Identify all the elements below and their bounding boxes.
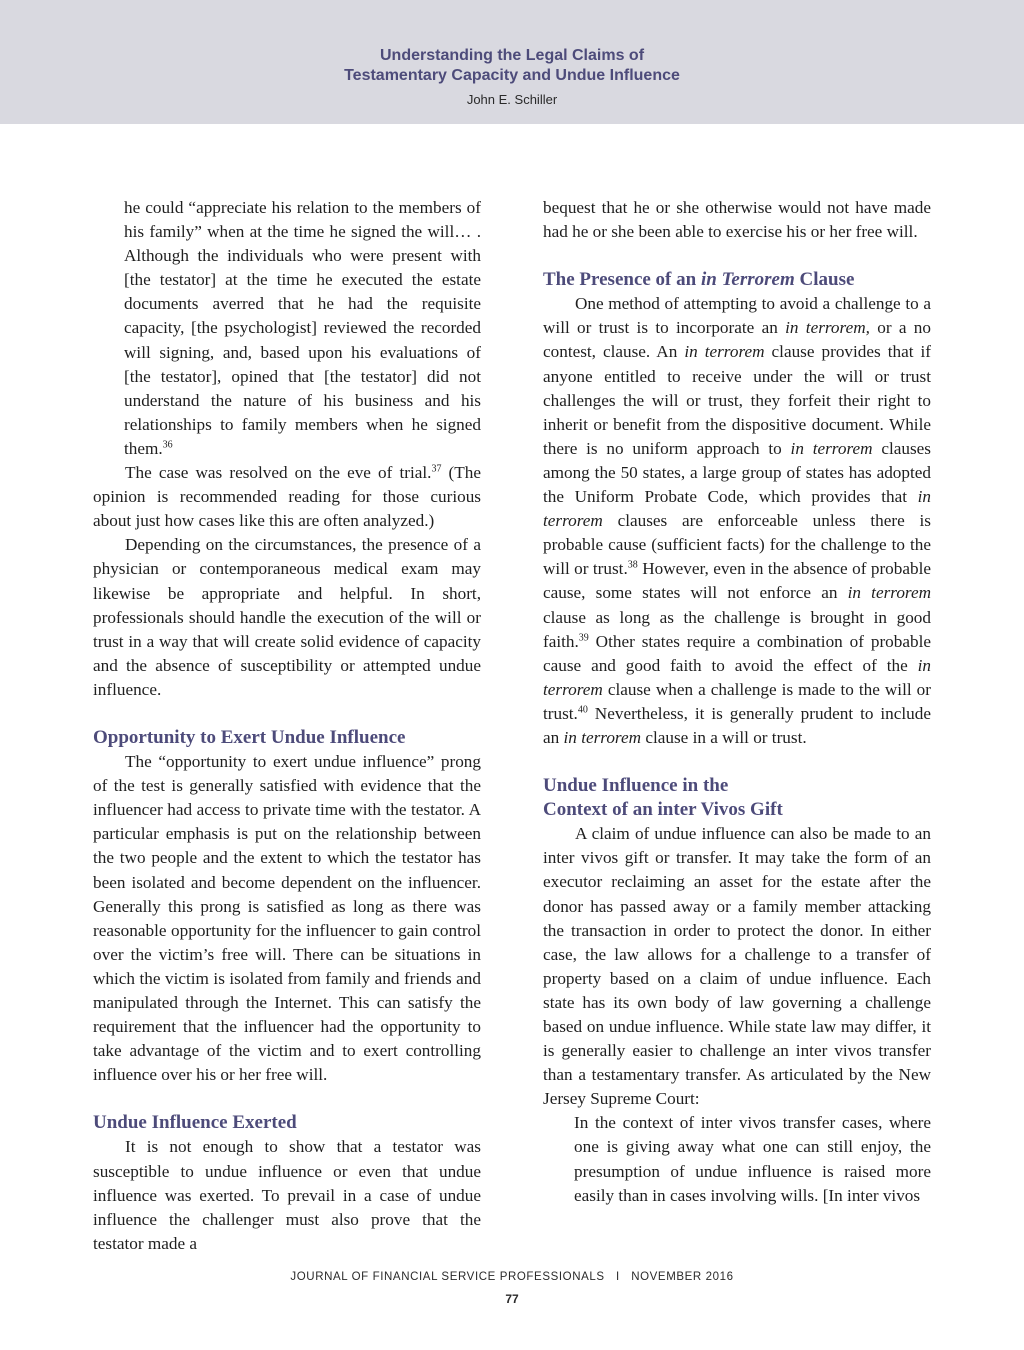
section-heading-exerted: Undue Influence Exerted (93, 1112, 297, 1134)
paragraph: A claim of undue influence can also be made to an inter vivos gift or transfer. It may take the form of an executor reclaiming an asset for the estate after the donor has passed away or a family member attacking the transaction in order to protect the donor. In either case, the law allows for a challenge to a transfer of property based on a claim of undue influence. Each state has its own body of law governing a challenge based on undue influence. While state law may differ, it is generally easier to challenge an inter vivos transfer than a testamentary transfer. As articulated by the New Jersey Supreme Court: (543, 824, 931, 1109)
paragraph: The “opportunity to exert undue influence” prong of the test is generally satisfied with evidence that the influencer had access to private time with the testator. A particular emphasis is put on the relationship between the two people and the extent to which the testator has been isolated and become dependent on the influencer. Generally this prong is satisfied as long as there was reasonable opportunity for the influencer to gain control over the victim’s free will. There can be situations in which the victim is isolated from family and friends and manipulated through the Internet. This can satisfy the requirement that the influencer had the opportunity to take advantage of the victim and to exert controlling influence over his or her free will. (93, 752, 481, 1085)
paragraph: The case was resolved on the eve of trial.$^{37}$ (The opinion is recommended reading for those curious about just how cases like this are often analyzed.) (93, 463, 481, 531)
page-number: 77 (505, 1292, 519, 1306)
block-quote (93, 196, 481, 461)
footnote-ref: 39 (578, 631, 589, 643)
article-title-line1: Understanding the Legal Claims of (379, 47, 645, 64)
paragraph-continued: bequest that he or she otherwise would not have made had he or she been able to exercise his or her free will. (543, 198, 931, 242)
journal-footer: JOURNAL OF FINANCIAL SERVICE PROFESSIONALS I NOVEMBER 2016 (290, 1271, 734, 1283)
section-heading-opportunity: Opportunity to Exert Undue Influence (93, 726, 406, 748)
quote-text: In the context of inter vivos transfer cases, where one is giving away what one can still enjoy, the presumption of undue influence is raised more easily than in cases involving wills. [In inter vivos (574, 1113, 931, 1205)
footnote-ref: 36 (162, 439, 173, 451)
quote-text: he could “appreciate his relation to the members of his family” when at the time he signed the will… . Although the individuals who were present with [the testator] at the time he executed the estate documents averred that he had the requisite capacity, [the psychologist] reviewed the recorded will signing, and, based upon his evaluations of [the testator], opined that [the testator] did not understand the nature of his business and his relationships to family members when he signed them.$^{36}$ (124, 198, 481, 458)
footnote-ref: 38 (627, 559, 638, 571)
article-author: John E. Schiller (466, 92, 558, 107)
article-title-line2: Testamentary Capacity and Undue Influence (344, 67, 680, 84)
page-header (0, 0, 1024, 124)
paragraph: It is not enough to show that a testator was susceptible to undue influence or even that undue influence was exerted. To prevail in a case of undue influence the challenger must also prove that the testator made a (93, 1137, 481, 1253)
footnote-ref: 40 (577, 704, 588, 716)
section-heading-in-terrorem: The Presence of an in Terrorem Clause (543, 269, 855, 291)
right-column (543, 196, 931, 1208)
block-quote (543, 1111, 931, 1207)
left-column (93, 196, 481, 1256)
section-heading-inter-vivos: Undue Influence in the Context of an inter Vivos Gift (543, 775, 783, 821)
paragraph: Depending on the circumstances, the presence of a physician or contemporaneous medical exam may likewise be appropriate and helpful. In short, professionals should handle the execution of the will or trust in a way that will create solid evidence of capacity and the absence of susceptibility or attempted undue influence. (93, 535, 481, 699)
footnote-ref: 37 (431, 463, 442, 475)
paragraph: One method of attempting to avoid a challenge to a will or trust is to incorporate an in terrorem, or a no contest, clause. An in terrorem clause provides that if anyone entitled to receive under the will or trust challenges the will or trust, they forfeit their right to inherit or benefit from the dispositive document. While there is no uniform approach to in terrorem clauses among the 50 states, a large group of states has adopted the Uniform Probate Code, which provides that in terrorem clauses are enforceable unless there is probable cause (sufficient facts) for the challenge to the will or trust.$^{38}$ However, even in the absence of probable cause, some states will not enforce an in terrorem clause as long as the challenge is brought in good faith.$^{39}$ Other states require a combination of probable cause and good faith to avoid the effect of the in terrorem clause when a challenge is made to the will or trust.$^{40}$ Nevertheless, it is generally prudent to include an in terrorem clause in a will or trust. (543, 294, 932, 747)
